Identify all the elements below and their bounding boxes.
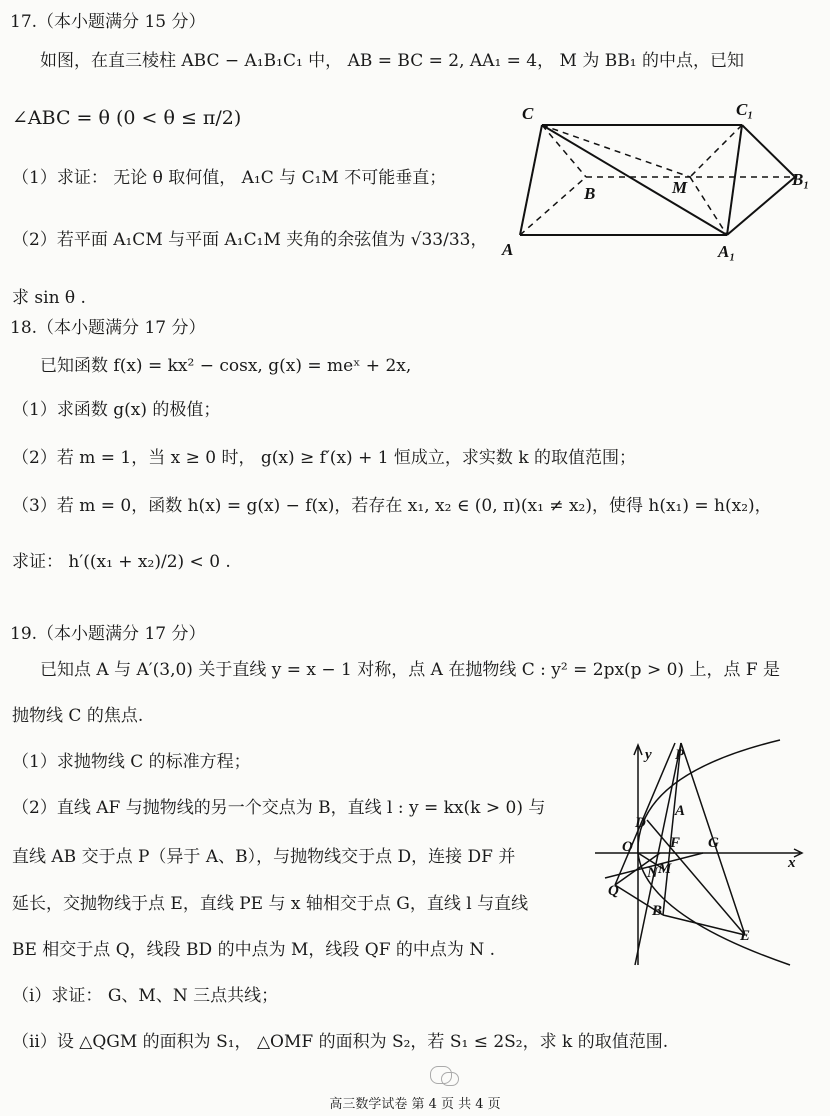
problem-19-q2-line-a: （2）直线 AF 与抛物线的另一个交点为 B，直线 l : y = kx(k > 0) 与 — [12, 798, 546, 818]
problem-18-q3-cont: 求证： h′((x₁ + x₂)/2) < 0 . — [12, 552, 231, 572]
label-B: B — [652, 903, 663, 919]
label-y: y — [645, 747, 652, 763]
wechat-watermark-icon-2 — [441, 1072, 459, 1086]
problem-19-q1: （1）求抛物线 C 的标准方程； — [12, 752, 251, 772]
problem-18-line-1: 已知函数 f(x) = kx² − cosx, g(x) = meˣ + 2x, — [40, 356, 412, 376]
problem-19-heading: 19.（本小题满分 17 分） — [10, 624, 206, 644]
label-D: D — [635, 815, 646, 831]
label-C1: C₁ — [736, 100, 754, 119]
label-M: M — [658, 861, 672, 877]
label-E: E — [740, 928, 751, 944]
problem-19-q2-line-c: 延长，交抛物线于点 E，直线 PE 与 x 轴相交于点 G，直线 l 与直线 — [12, 894, 529, 914]
problem-17-line-1: 如图，在直三棱柱 ABC − A₁B₁C₁ 中， AB = BC = 2, AA₁ = 4， M 为 BB₁ 的中点，已知 — [40, 51, 744, 71]
problem-19-qii: （ii）设 △QGM 的面积为 S₁， △OMF 的面积为 S₂，若 S₁ ≤ 2S₂，求 k 的取值范围. — [12, 1032, 669, 1052]
label-B: B — [584, 184, 596, 203]
problem-18-q1: （1）求函数 g(x) 的极值； — [12, 400, 221, 420]
parabola-figure — [595, 735, 820, 970]
label-C: C — [522, 104, 534, 123]
problem-17-heading: 17.（本小题满分 15 分） — [10, 12, 206, 32]
page-footer: 高三数学试卷 第 4 页 共 4 页 — [329, 1097, 501, 1112]
label-A: A — [502, 240, 514, 259]
label-M: M — [672, 178, 688, 197]
label-x: x — [788, 855, 796, 871]
problem-17-q1: （1）求证： 无论 θ 取何值， A₁C 与 C₁M 不可能垂直； — [12, 168, 447, 188]
problem-19-qi: （i）求证： G、M、N 三点共线； — [12, 986, 279, 1006]
problem-19-q2-line-d: BE 相交于点 Q，线段 BD 的中点为 M，线段 QF 的中点为 N . — [12, 940, 496, 960]
label-A: A — [675, 803, 686, 819]
label-F: F — [670, 835, 681, 851]
label-N: N — [647, 865, 658, 881]
label-B1: B₁ — [792, 170, 810, 189]
label-O: O — [622, 839, 633, 855]
label-G: G — [708, 835, 719, 851]
label-P: P — [675, 747, 685, 763]
problem-17-q2: （2）若平面 A₁CM 与平面 A₁C₁M 夹角的余弦值为 √33/33， — [12, 230, 488, 250]
problem-19-line-2: 抛物线 C 的焦点. — [12, 706, 144, 726]
prism-figure — [490, 95, 825, 265]
label-A1: A₁ — [718, 242, 736, 261]
problem-18-q3: （3）若 m = 0，函数 h(x) = g(x) − f(x)，若存在 x₁, x₂ ∈ (0, π)(x₁ ≠ x₂)，使得 h(x₁) = h(x₂)， — [12, 496, 772, 516]
problem-19-q2-line-b: 直线 AB 交于点 P（异于 A、B），与抛物线交于点 D，连接 DF 并 — [12, 847, 516, 867]
problem-19-line-1: 已知点 A 与 A′(3,0) 关于直线 y = x − 1 对称，点 A 在抛物线 C : y² = 2px(p > 0) 上，点 F 是 — [40, 660, 781, 680]
problem-17-line-2: ∠ABC = θ (0 < θ ≤ π/2) — [12, 107, 242, 129]
problem-18-q2: （2）若 m = 1，当 x ≥ 0 时， g(x) ≥ f′(x) + 1 恒成立，求实数 k 的取值范围； — [12, 448, 637, 468]
problem-17-q2-cont: 求 sin θ . — [12, 288, 86, 308]
problem-18-heading: 18.（本小题满分 17 分） — [10, 318, 206, 338]
label-Q: Q — [608, 883, 619, 899]
